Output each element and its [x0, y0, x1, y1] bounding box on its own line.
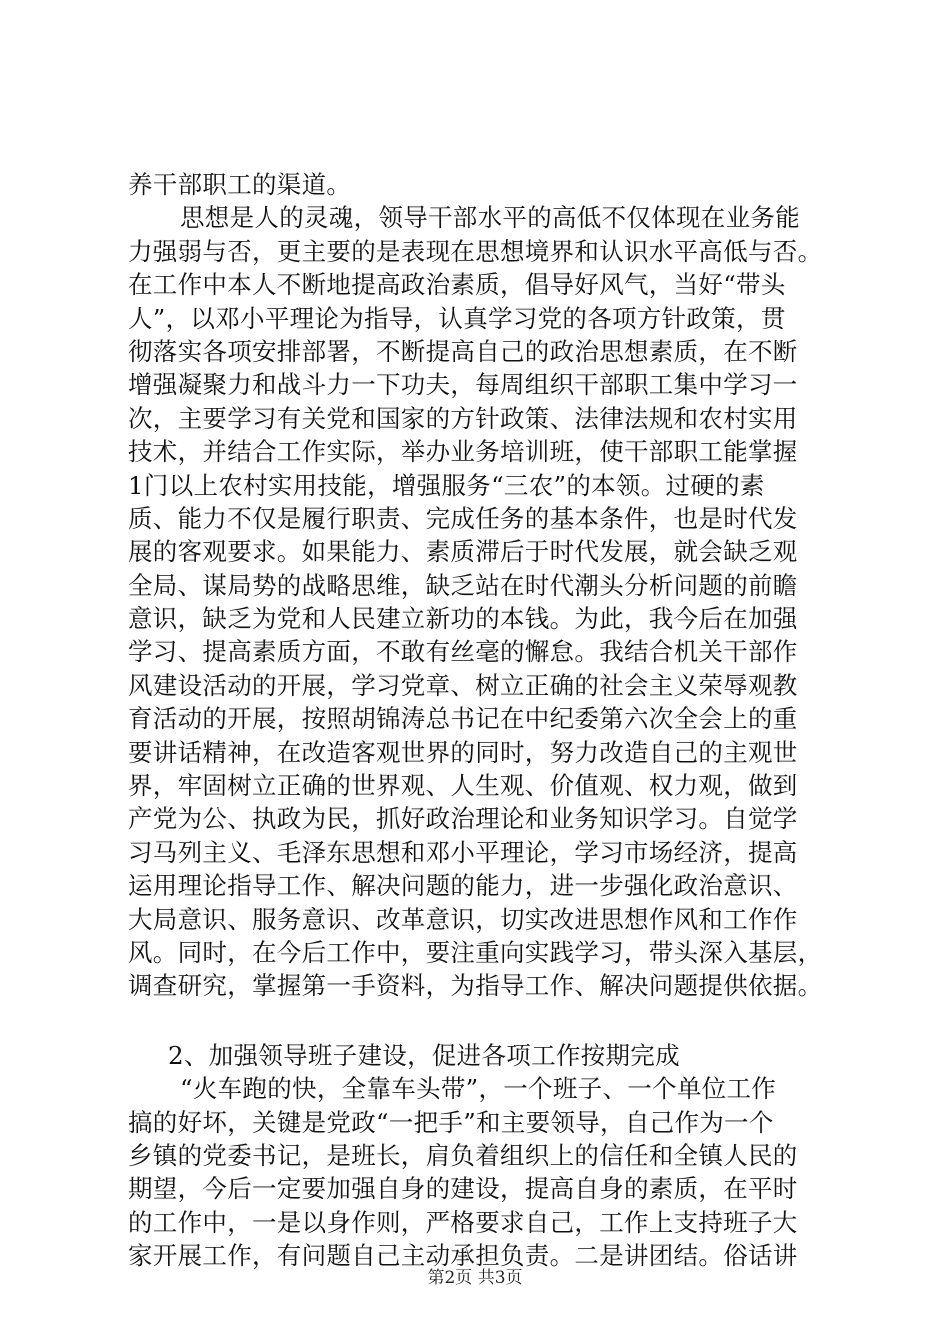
text-line: 技术，并结合工作实际，举办业务培训班，使干部职工能掌握 [128, 437, 798, 467]
text-line: 展的客观要求。如果能力、素质滞后于时代发展，就会缺乏观 [128, 537, 798, 567]
text-line: 学习、提高素质方面，不敢有丝毫的懈怠。我结合机关干部作 [128, 637, 798, 667]
text-line: “火车跑的快，全靠车头带”，一个班子、一个单位工作 [180, 1074, 777, 1104]
text-line: 乡镇的党委书记，是班长，肩负着组织上的信任和全镇人民的 [128, 1140, 798, 1170]
text-line: 搞的好坏，关键是党政“一把手”和主要领导，自己作为一个 [128, 1107, 774, 1137]
text-line: 1门以上农村实用技能，增强服务“三农”的本领。过硬的素 [128, 470, 765, 500]
text-line: 风。同时，在今后工作中，要注重向实践学习，带头深入基层， [128, 937, 823, 967]
document-body [128, 168, 858, 1273]
text-line: 质、能力不仅是履行职责、完成任务的基本条件，也是时代发 [128, 503, 798, 533]
section-heading: 2、加强领导班子建设，促进各项工作按期完成 [168, 1040, 680, 1070]
text-line: 彻落实各项安排部署，不断提高自己的政治思想素质，在不断 [128, 336, 798, 366]
text-line: 在工作中本人不断地提高政治素质，倡导好风气，当好“带头 [128, 270, 786, 300]
paragraph-gap [128, 1003, 858, 1039]
text-line: 育活动的开展，按照胡锦涛总书记在中纪委第六次全会上的重 [128, 704, 798, 734]
text-line: 意识，缺乏为党和人民建立新功的本钱。为此，我今后在加强 [128, 604, 798, 634]
text-line: 产党为公、执政为民，抓好政治理论和业务知识学习。自觉学 [128, 804, 798, 834]
text-line: 力强弱与否，更主要的是表现在思想境界和认识水平高低与否。 [128, 236, 823, 266]
text-line: 的工作中，一是以身作则，严格要求自己，工作上支持班子大 [128, 1207, 798, 1237]
page-number-footer: 第2页 共3页 [427, 1268, 523, 1288]
text-line: 运用理论指导工作、解决问题的能力，进一步强化政治意识、 [128, 871, 798, 901]
text-line: 全局、谋局势的战略思维，缺乏站在时代潮头分析问题的前瞻 [128, 570, 798, 600]
text-line: 大局意识、服务意识、改革意识，切实改进思想作风和工作作 [128, 904, 798, 934]
text-line: 风建设活动的开展，学习党章、树立正确的社会主义荣辱观教 [128, 670, 798, 700]
text-line: 增强凝聚力和战斗力一下功夫，每周组织干部职工集中学习一 [128, 370, 798, 400]
text-line: 界，牢固树立正确的世界观、人生观、价值观、权力观，做到 [128, 771, 798, 801]
text-line: 人”，以邓小平理论为指导，认真学习党的各项方针政策，贯 [128, 303, 786, 333]
text-line: 思想是人的灵魂，领导干部水平的高低不仅体现在业务能 [180, 203, 800, 233]
text-line: 调查研究，掌握第一手资料，为指导工作、解决问题提供依据。 [128, 971, 823, 1001]
text-line: 养干部职工的渠道。 [128, 170, 352, 199]
text-line: 家开展工作，有问题自己主动承担负责。二是讲团结。俗话讲 [128, 1241, 798, 1271]
text-line: 要讲话精神，在改造客观世界的同时，努力改造自己的主观世 [128, 737, 798, 767]
text-line: 期望，今后一定要加强自身的建设，提高自身的素质，在平时 [128, 1174, 798, 1204]
text-line: 习马列主义、毛泽东思想和邓小平理论，学习市场经济，提高 [128, 837, 798, 867]
text-line: 次，主要学习有关党和国家的方针政策、法律法规和农村实用 [128, 403, 798, 433]
